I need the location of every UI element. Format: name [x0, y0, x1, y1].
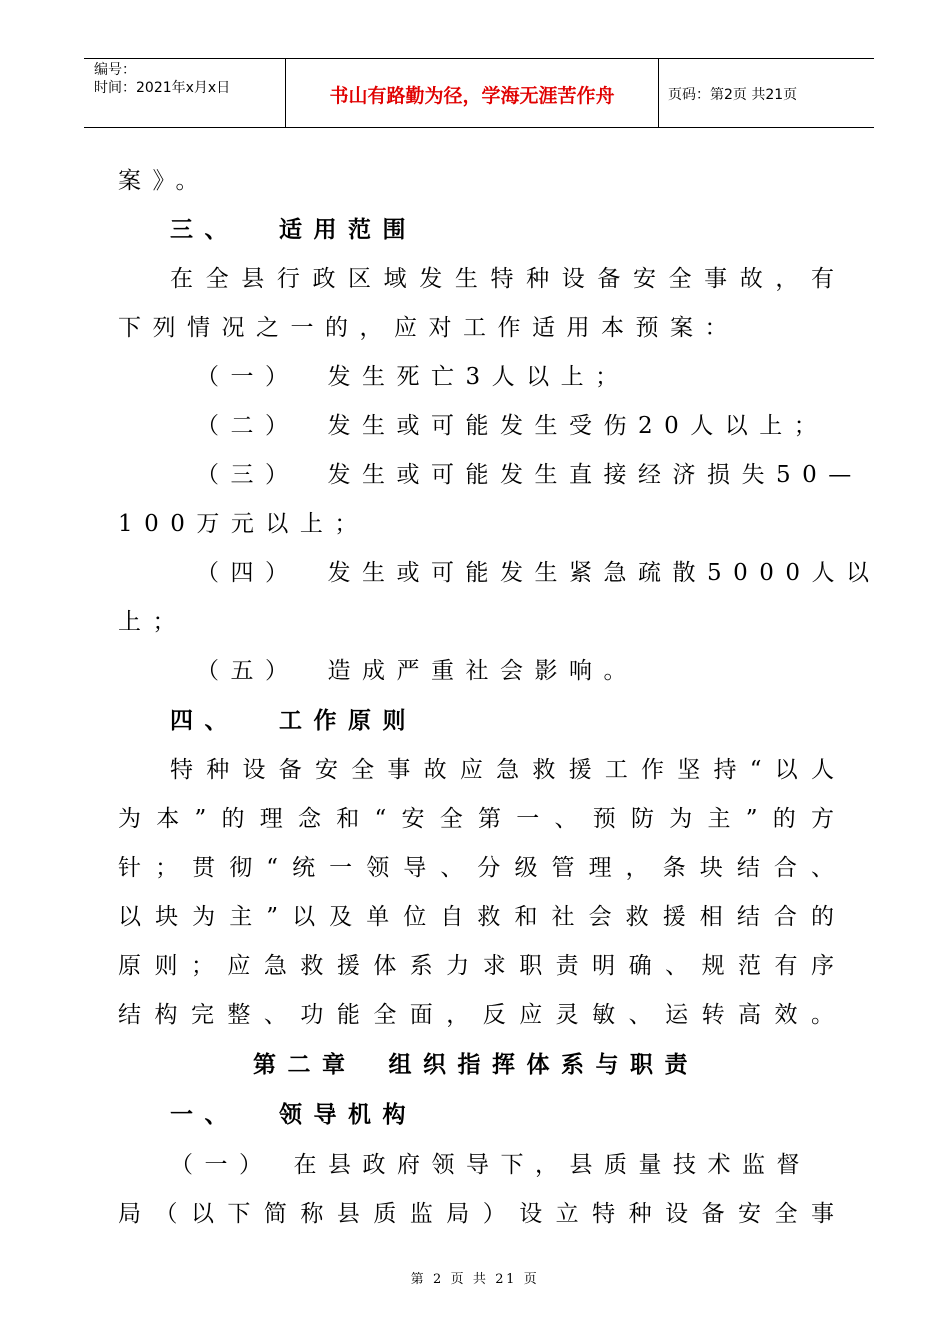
list-text: 发生或可能发生直接经济损失50— — [327, 462, 863, 488]
section-title: 适用范围 — [279, 217, 417, 243]
body-line: 下列情况之一的，应对工作适用本预案： — [118, 315, 739, 341]
chapter-heading — [118, 1050, 834, 1080]
list-number: （四） — [196, 560, 300, 586]
body-line: 为本”的理念和“安全第一、预防为主”的方 — [118, 806, 834, 832]
chapter-number: 第二章 — [253, 1052, 357, 1078]
body-line: 在全县行政区域发生特种设备安全事故，有 — [170, 266, 834, 292]
section-number: 一、 — [170, 1102, 239, 1128]
list-item — [196, 558, 912, 588]
list-item — [170, 1150, 834, 1180]
header-divider — [658, 59, 659, 127]
list-number: （三） — [196, 462, 300, 488]
list-text: 造成严重社会影响。 — [327, 658, 638, 684]
list-item — [196, 362, 912, 392]
section-title: 工作原则 — [279, 708, 417, 734]
body-line: 结构完整、功能全面，反应灵敏、运转高效。 — [118, 1002, 834, 1028]
body-line: 100万元以上； — [118, 511, 369, 537]
list-text: 发生或可能发生紧急疏散5000人以 — [327, 560, 881, 586]
body-line: 上； — [118, 609, 187, 635]
time-label: 时间：2021年x月x日 — [94, 80, 231, 96]
section-title: 领导机构 — [279, 1102, 417, 1128]
header-page-info: 页码：第2页 共21页 — [668, 87, 798, 103]
list-number: （二） — [196, 413, 300, 439]
list-item — [196, 460, 912, 490]
header-motto: 书山有路勤为径，学海无涯苦作舟 — [329, 85, 615, 107]
list-text: 发生或可能发生受伤20人以上； — [327, 413, 829, 439]
section-heading — [170, 215, 834, 245]
body-line: 特种设备安全事故应急救援工作坚持“以人 — [170, 757, 834, 783]
list-number: （一） — [196, 364, 300, 390]
list-text: 在县政府领导下，县质量技术监督 — [293, 1152, 811, 1178]
section-heading — [170, 706, 834, 736]
list-number: （五） — [196, 658, 300, 684]
list-number: （一） — [170, 1152, 274, 1178]
body-line: 原则；应急救援体系力求职责明确、规范有序 — [118, 953, 834, 979]
page-header — [84, 58, 874, 128]
body-line: 针；贯彻“统一领导、分级管理，条块结合、 — [118, 855, 834, 881]
section-number: 三、 — [170, 217, 239, 243]
chapter-title: 组织指挥体系与职责 — [388, 1052, 699, 1078]
section-number: 四、 — [170, 708, 239, 734]
list-text: 发生死亡3人以上； — [327, 364, 630, 390]
list-item — [196, 411, 912, 441]
list-item — [196, 656, 912, 686]
body-line: 以块为主”以及单位自救和社会救援相结合的 — [118, 904, 834, 930]
body-line: 局（以下简称县质监局）设立特种设备安全事 — [118, 1201, 834, 1227]
number-label: 编号： — [94, 62, 136, 78]
header-meta — [94, 61, 230, 97]
page-footer: 第 2 页 共 21 页 — [410, 1272, 540, 1287]
section-heading — [170, 1100, 834, 1130]
body-line: 案》。 — [118, 168, 210, 194]
